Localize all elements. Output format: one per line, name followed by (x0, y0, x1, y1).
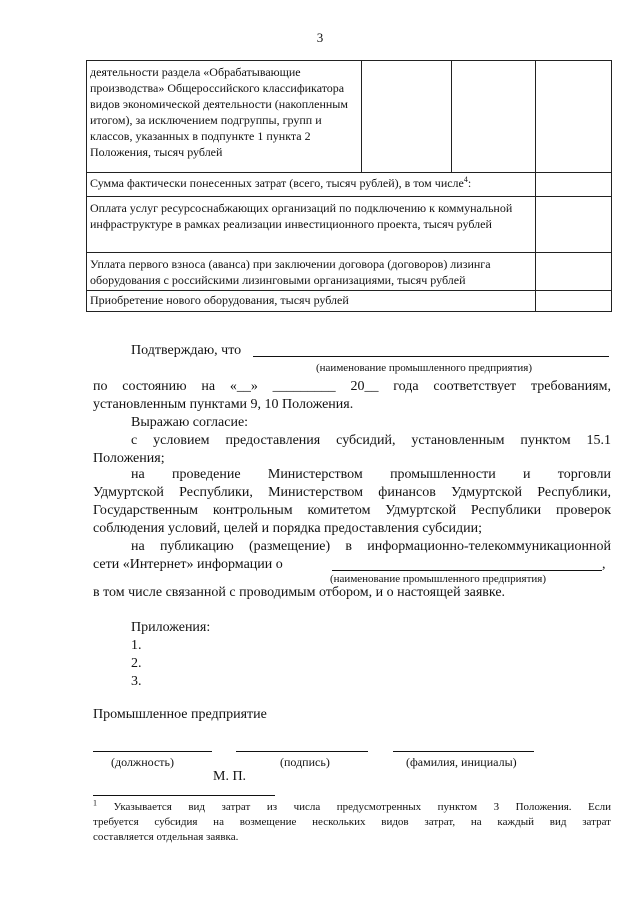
table-row (87, 197, 612, 253)
table-cell-empty (536, 197, 612, 253)
page-number: 3 (316, 30, 324, 45)
table-cell-label: Приобретение нового оборудования, тысяч рублей (87, 291, 536, 312)
table-row (87, 61, 612, 173)
fullname-caption: (фамилия, инициалы) (406, 755, 517, 769)
consent-1-line-2: Положения; (93, 451, 165, 466)
table-row (87, 173, 612, 197)
company-name-line-2 (332, 570, 602, 571)
consent-2-line-2: Удмуртской Республики, Министерством финансов Удмуртской Республики, (93, 485, 611, 500)
stamp-placeholder: М. П. (213, 769, 247, 784)
attachment-item: 2. (131, 656, 142, 671)
consent-3-line-2: сети «Интернет» информации о (93, 557, 283, 572)
fullname-line (393, 751, 534, 752)
consent-2-line-1: на проведение Министерством промышленности и торговли (131, 467, 611, 482)
confirm-line-3: установленным пунктами 9, 10 Положения. (93, 397, 354, 412)
organization-label: Промышленное предприятие (93, 707, 267, 722)
footnote-ref: 4 (463, 175, 468, 184)
footnote-marker: 1 (93, 798, 97, 808)
footnote-line-1: $^1$ Указывается вид затрат из числа предусмотренных пунктом 3 Положения. Если (93, 798, 612, 813)
confirm-line-2: по состоянию на «__» _________ 20__ года соответствует требованиям, (93, 379, 611, 394)
company-name-caption: (наименование промышленного предприятия) (316, 362, 532, 374)
table-cell-empty (536, 173, 612, 197)
signature-caption: (подпись) (280, 755, 330, 769)
table-cell-label: Уплата первого взноса (аванса) при заключении договора (договоров) лизинга оборудования с российскими лизинговыми организациями, тысяч рублей (87, 253, 536, 291)
consent-heading: Выражаю согласие: (131, 415, 249, 430)
footnote-separator (93, 795, 275, 796)
table-cell-empty (536, 253, 612, 291)
footnote-line-3: составляется отдельная заявка. (93, 831, 239, 843)
consent-3-comma: , (602, 557, 606, 572)
signature-line (236, 751, 368, 752)
table-cell-empty (362, 61, 452, 173)
table-cell-label: Сумма фактически понесенных затрат (всего, тысяч рублей), в том числе$^4$: (87, 173, 536, 197)
attachment-item: 1. (131, 638, 142, 653)
consent-3-line-3: в том числе связанной с проводимым отбором, и о настоящей заявке. (93, 585, 506, 600)
costs-table (86, 60, 612, 312)
table-cell-label: Оплата услуг ресурсоснабжающих организаций по подключению к коммунальной инфраструктуре в рамках реализации инвестиционного проекта, тысяч рублей (87, 197, 536, 253)
company-name-caption-2: (наименование промышленного предприятия) (330, 573, 546, 585)
table-cell-label: деятельности раздела «Обрабатывающие производства» Общероссийского классификатора видов экономической деятельности (накопленным итогом), за исключением подгруппы, групп и классов, указанных в подпункте 1 пункта 2 Положения, тысяч рублей (87, 61, 362, 173)
consent-2-line-4: соблюдения условий, целей и порядка предоставления субсидии; (93, 521, 482, 536)
consent-1-line-1: с условием предоставления субсидий, установленным пунктом 15.1 (131, 433, 611, 448)
table-cell-empty (536, 291, 612, 312)
table-cell-empty (536, 61, 612, 173)
consent-3-line-1: на публикацию (размещение) в информационно-телекоммуникационной (131, 539, 611, 554)
footnote-line-2: требуется субсидия на возмещение нескольких видов затрат, на каждый вид затрат (93, 816, 611, 828)
attachments-heading: Приложения: (131, 620, 211, 635)
attachment-item: 3. (131, 674, 142, 689)
table-cell-empty (452, 61, 536, 173)
table-cell-text: Сумма фактически понесенных затрат (всего, тысяч рублей), в том числе (90, 176, 464, 190)
company-name-line (253, 356, 609, 357)
position-line (93, 751, 212, 752)
table-row (87, 291, 612, 312)
position-caption: (должность) (111, 755, 174, 769)
confirm-lead: Подтверждаю, что (131, 343, 242, 358)
consent-2-line-3: Государственным контрольным комитетом Удмуртской Республики проверок (93, 503, 611, 518)
table-row (87, 253, 612, 291)
